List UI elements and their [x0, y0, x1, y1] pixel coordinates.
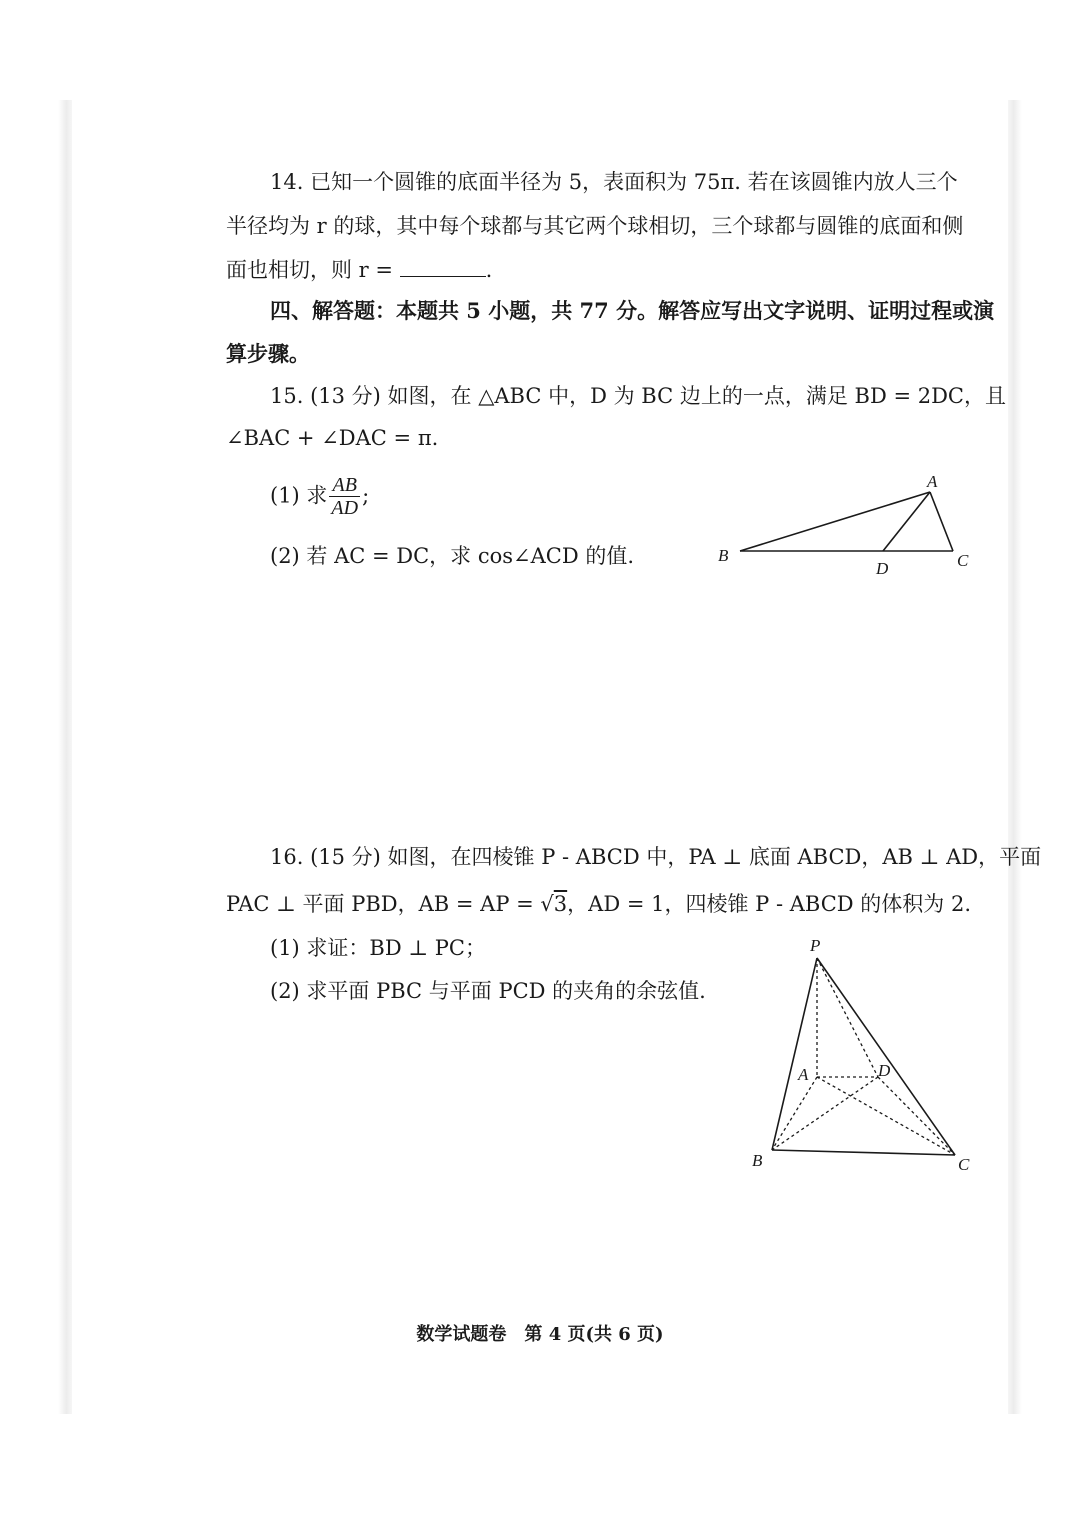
q16-line-1: 16. (15 分) 如图，在四棱锥 P - ABCD 中，PA ⊥ 底面 ABCD，AB ⊥ AD，平面 [270, 845, 1042, 869]
q14-line-3-text: 面也相切，则 r = [226, 258, 400, 282]
label-a: A [927, 472, 938, 491]
q16-line-2-end: ，AD = 1，四棱锥 P - ABCD 的体积为 2. [567, 892, 971, 916]
diagonal-bd-hidden [772, 1077, 878, 1150]
q15-line-2: ∠BAC + ∠DAC = π. [226, 426, 439, 450]
edge-pd-hidden [817, 958, 878, 1077]
edge-dc-hidden [878, 1077, 955, 1155]
edge-ab-hidden [772, 1077, 817, 1150]
q16-part-2: (2) 求平面 PBC 与平面 PCD 的夹角的余弦值. [270, 979, 706, 1003]
q15-part-2: (2) 若 AC = DC，求 cos∠ACD 的值. [270, 544, 635, 568]
edge-pb [772, 958, 817, 1150]
page-footer: 数学试题卷 第 4 页(共 6 页) [416, 1324, 664, 1345]
label-a-pyramid: A [798, 1065, 809, 1084]
fraction-denominator: AD [331, 497, 359, 519]
sqrt-radicand: 3 [553, 892, 568, 916]
q15-line-1: 15. (13 分) 如图，在 △ABC 中，D 为 BC 边上的一点，满足 BD = 2DC，且 [270, 384, 1006, 408]
q14-line-1: 14. 已知一个圆锥的底面半径为 5，表面积为 75π. 若在该圆锥内放人三个 [270, 170, 958, 194]
label-d: D [876, 559, 889, 578]
edge-pc [817, 958, 955, 1155]
q15-part-1-prefix: (1) 求 [270, 483, 328, 508]
fraction-numerator: AB [329, 474, 360, 497]
label-c: C [957, 551, 969, 570]
section-heading-line-2: 算步骤。 [226, 341, 310, 366]
q15-part-1-suffix: ; [362, 483, 370, 508]
q16-part-1: (1) 求证：BD ⊥ PC； [270, 936, 486, 960]
label-d-pyramid: D [878, 1061, 891, 1080]
label-b: B [718, 546, 729, 565]
label-c-pyramid: C [958, 1155, 970, 1174]
label-b-pyramid: B [752, 1151, 763, 1170]
q16-line-2-start: PAC ⊥ 平面 PBD，AB = AP = √ [226, 892, 554, 916]
label-p: P [810, 936, 821, 955]
q14-line-3-end: . [485, 258, 493, 282]
edge-bc [772, 1150, 955, 1155]
section-heading-line-1: 四、解答题：本题共 5 小题，共 77 分。解答应写出文字说明、证明过程或演 [270, 298, 995, 323]
q14-line-2: 半径均为 r 的球，其中每个球都与其它两个球相切，三个球都与圆锥的底面和侧 [226, 214, 964, 238]
diagonal-ac-hidden [817, 1077, 955, 1155]
